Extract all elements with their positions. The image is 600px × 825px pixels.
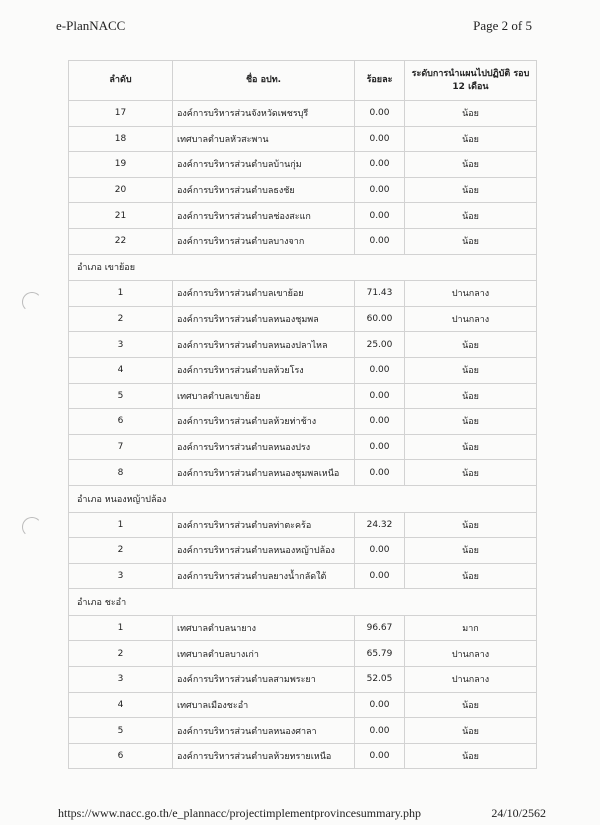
level-value: น้อย	[405, 383, 537, 409]
level-value: น้อย	[405, 357, 537, 383]
org-name: องค์การบริหารส่วนตำบลหนองหญ้าปล้อง	[173, 538, 355, 564]
table-row	[69, 641, 537, 667]
org-name: องค์การบริหารส่วนตำบลห้วยท่าช้าง	[173, 409, 355, 435]
level-value: น้อย	[405, 538, 537, 564]
table-header-row	[69, 61, 537, 101]
level-value: น้อย	[405, 101, 537, 127]
column-header-percent: ร้อยละ	[355, 61, 405, 101]
org-name: องค์การบริหารส่วนตำบลหนองปรง	[173, 434, 355, 460]
org-name: องค์การบริหารส่วนตำบลบางจาก	[173, 228, 355, 254]
table-row	[69, 228, 537, 254]
table-row	[69, 152, 537, 178]
level-value: ปานกลาง	[405, 667, 537, 693]
percent-value: 0.00	[355, 357, 405, 383]
percent-value: 0.00	[355, 563, 405, 589]
org-name: เทศบาลตำบลนายาง	[173, 615, 355, 641]
level-value: น้อย	[405, 563, 537, 589]
page-number: Page 2 of 5	[473, 18, 532, 33]
org-name: องค์การบริหารส่วนตำบลช่องสะแก	[173, 203, 355, 229]
table-row	[69, 409, 537, 435]
row-number: 7	[69, 434, 173, 460]
level-value: ปานกลาง	[405, 306, 537, 332]
level-value: น้อย	[405, 126, 537, 152]
row-number: 3	[69, 563, 173, 589]
district-group-row	[69, 485, 537, 512]
table-row	[69, 203, 537, 229]
level-value: ปานกลาง	[405, 281, 537, 307]
org-name: องค์การบริหารส่วนตำบลธงชัย	[173, 177, 355, 203]
row-number: 1	[69, 615, 173, 641]
org-name: องค์การบริหารส่วนตำบลหนองชุมพล	[173, 306, 355, 332]
table-row	[69, 101, 537, 127]
row-number: 5	[69, 718, 173, 744]
percent-value: 0.00	[355, 383, 405, 409]
punch-hole-mark	[22, 517, 42, 537]
percent-value: 71.43	[355, 281, 405, 307]
district-label: อำเภอ ชะอำ	[69, 589, 537, 616]
row-number: 21	[69, 203, 173, 229]
percent-value: 0.00	[355, 718, 405, 744]
row-number: 2	[69, 306, 173, 332]
level-value: น้อย	[405, 743, 537, 769]
org-name: องค์การบริหารส่วนตำบลหนองศาลา	[173, 718, 355, 744]
table-body	[69, 101, 537, 769]
row-number: 2	[69, 641, 173, 667]
table-row	[69, 718, 537, 744]
table-row	[69, 281, 537, 307]
district-label: อำเภอ เขาย้อย	[69, 254, 537, 281]
district-label: อำเภอ หนองหญ้าปล้อง	[69, 485, 537, 512]
row-number: 3	[69, 667, 173, 693]
percent-value: 0.00	[355, 203, 405, 229]
table-row	[69, 434, 537, 460]
level-value: น้อย	[405, 177, 537, 203]
row-number: 4	[69, 357, 173, 383]
percent-value: 52.05	[355, 667, 405, 693]
table-row	[69, 692, 537, 718]
percent-value: 0.00	[355, 152, 405, 178]
row-number: 1	[69, 512, 173, 538]
district-group-row	[69, 254, 537, 281]
level-value: น้อย	[405, 203, 537, 229]
org-name: เทศบาลตำบลหัวสะพาน	[173, 126, 355, 152]
table-row	[69, 460, 537, 486]
percent-value: 25.00	[355, 332, 405, 358]
percent-value: 96.67	[355, 615, 405, 641]
column-header-order: ลำดับ	[69, 61, 173, 101]
page-url: https://www.nacc.go.th/e_plannacc/projectimplementprovincesummary.php	[58, 806, 422, 820]
table-row	[69, 538, 537, 564]
level-value: น้อย	[405, 332, 537, 358]
percent-value: 0.00	[355, 101, 405, 127]
percent-value: 0.00	[355, 126, 405, 152]
site-title: e-PlanNACC	[56, 18, 126, 33]
print-date: 24/10/2562	[491, 806, 546, 820]
percent-value: 0.00	[355, 228, 405, 254]
table-row	[69, 306, 537, 332]
level-value: น้อย	[405, 512, 537, 538]
column-header-implementation-level: ระดับการนำแผนไปปฏิบัติ รอบ 12 เดือน	[405, 61, 537, 101]
org-name: องค์การบริหารส่วนจังหวัดเพชรบุรี	[173, 101, 355, 127]
table-row	[69, 383, 537, 409]
level-value: น้อย	[405, 152, 537, 178]
org-name: องค์การบริหารส่วนตำบลท่าตะคร้อ	[173, 512, 355, 538]
percent-value: 0.00	[355, 743, 405, 769]
org-name: องค์การบริหารส่วนตำบลหนองปลาไหล	[173, 332, 355, 358]
level-value: น้อย	[405, 460, 537, 486]
table-row	[69, 743, 537, 769]
row-number: 4	[69, 692, 173, 718]
row-number: 1	[69, 281, 173, 307]
row-number: 19	[69, 152, 173, 178]
level-value: น้อย	[405, 434, 537, 460]
row-number: 8	[69, 460, 173, 486]
percent-value: 0.00	[355, 434, 405, 460]
row-number: 20	[69, 177, 173, 203]
org-name: องค์การบริหารส่วนตำบลบ้านกุ่ม	[173, 152, 355, 178]
org-name: องค์การบริหารส่วนตำบลหนองชุมพลเหนือ	[173, 460, 355, 486]
org-name: เทศบาลตำบลบางเก่า	[173, 641, 355, 667]
percent-value: 0.00	[355, 460, 405, 486]
column-header-org-name: ชื่อ อปท.	[173, 61, 355, 101]
district-group-row	[69, 589, 537, 616]
percent-value: 0.00	[355, 692, 405, 718]
org-name: องค์การบริหารส่วนตำบลห้วยโรง	[173, 357, 355, 383]
table-row	[69, 615, 537, 641]
level-value: มาก	[405, 615, 537, 641]
org-name: องค์การบริหารส่วนตำบลห้วยทรายเหนือ	[173, 743, 355, 769]
row-number: 18	[69, 126, 173, 152]
table-row	[69, 177, 537, 203]
table-row	[69, 332, 537, 358]
level-value: ปานกลาง	[405, 641, 537, 667]
level-value: น้อย	[405, 228, 537, 254]
row-number: 3	[69, 332, 173, 358]
percent-value: 0.00	[355, 177, 405, 203]
table-row	[69, 126, 537, 152]
org-name: องค์การบริหารส่วนตำบลสามพระยา	[173, 667, 355, 693]
row-number: 6	[69, 743, 173, 769]
table-row	[69, 563, 537, 589]
row-number: 5	[69, 383, 173, 409]
punch-hole-mark	[22, 292, 42, 312]
row-number: 6	[69, 409, 173, 435]
table-row	[69, 667, 537, 693]
table-row	[69, 512, 537, 538]
org-name: องค์การบริหารส่วนตำบลเขาย้อย	[173, 281, 355, 307]
percent-value: 0.00	[355, 409, 405, 435]
org-name: องค์การบริหารส่วนตำบลยางน้ำกลัดใต้	[173, 563, 355, 589]
percent-value: 60.00	[355, 306, 405, 332]
level-value: น้อย	[405, 409, 537, 435]
summary-table	[68, 60, 537, 769]
percent-value: 0.00	[355, 538, 405, 564]
percent-value: 24.32	[355, 512, 405, 538]
table-row	[69, 357, 537, 383]
level-value: น้อย	[405, 718, 537, 744]
row-number: 2	[69, 538, 173, 564]
row-number: 22	[69, 228, 173, 254]
org-name: เทศบาลตำบลเขาย้อย	[173, 383, 355, 409]
level-value: น้อย	[405, 692, 537, 718]
percent-value: 65.79	[355, 641, 405, 667]
row-number: 17	[69, 101, 173, 127]
org-name: เทศบาลเมืองชะอำ	[173, 692, 355, 718]
